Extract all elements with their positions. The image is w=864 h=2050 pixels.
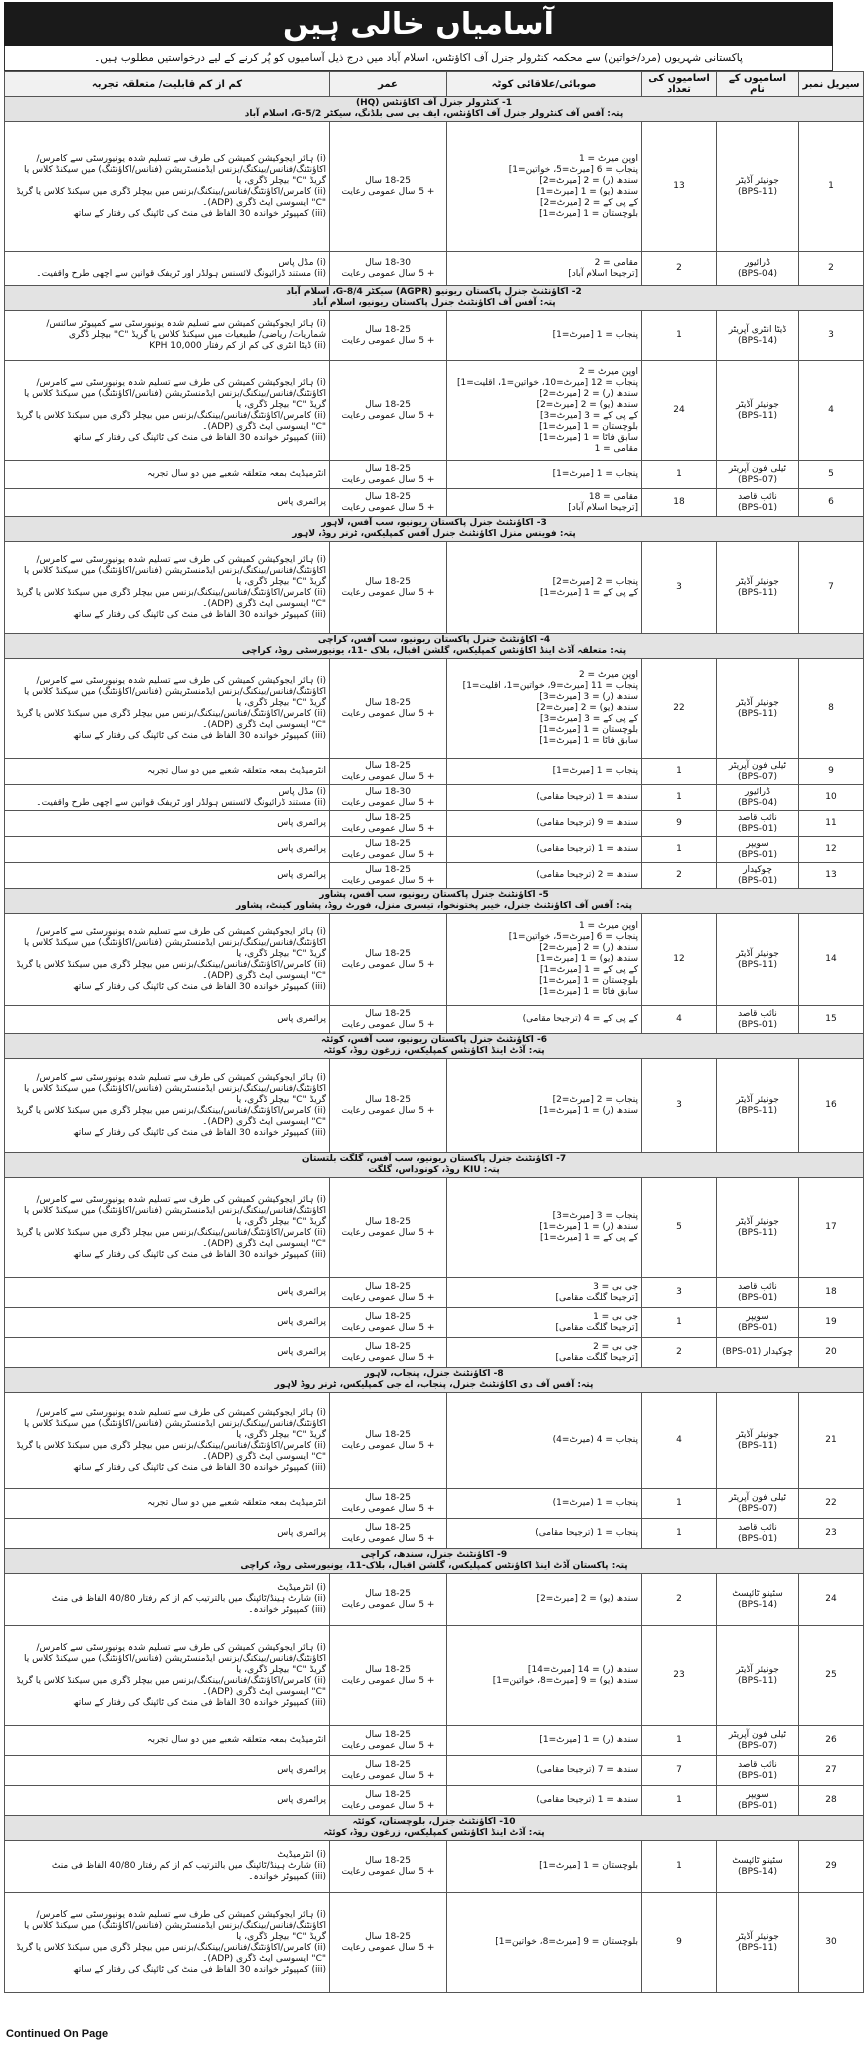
cell-quota: اوپن میرٹ = 1 پنجاب = 6 [میرٹ=5، خواتین=1] سندھ (ر) = 2 [میرٹ=2] سندھ (یو) = 1 [میرٹ=1] کے پی کے = 1 [میرٹ=1] بلوچستان = 1 [میرٹ=1] سابق فاٹا = 1 [میرٹ=1]: [447, 914, 642, 1006]
cell-qualification: (i) ہائر ایجوکیشن کمیشن کی طرف سے تسلیم شدہ یونیورسٹی سے کامرس/اکاؤنٹنگ/فنانس/بینکنگ/بزنس ایڈمنسٹریشن (فنانس/اکاؤنٹنگ) میں سیکنڈ کلاس یا گریڈ "C" بیچلر ڈگری، یا (ii) کامرس/اکاؤنٹنگ/فنانس/بینکنگ/بزنس میں بیچلر ڈگری میں سیکنڈ کلاس یا گریڈ "C" ایسوسی ایٹ ڈگری (ADP)۔ (iii) کمپیوٹر خواندہ 30 الفاظ فی منٹ کی ٹائپنگ کی رفتار کے ساتھ: [5, 659, 330, 759]
cell-serial: 19: [799, 1308, 864, 1338]
cell-qualification: پرائمری پاس: [5, 863, 330, 889]
cell-count: 9: [642, 1893, 717, 1993]
office-section-title: 9- اکاؤنٹنٹ جنرل، سندھ، کراچی پتہ: پاکستان آڈٹ اینڈ اکاؤنٹس کمپلیکس، گلشن اقبال، بلاک-11، یونیورسٹی روڈ، کراچی: [5, 1549, 864, 1574]
cell-serial: 14: [799, 914, 864, 1006]
header-age: عمر: [330, 72, 447, 97]
cell-serial: 3: [799, 311, 864, 361]
cell-qualification: پرائمری پاس: [5, 1006, 330, 1034]
table-row: [5, 489, 864, 517]
table-row: [5, 759, 864, 785]
cell-post-name: سویپر (BPS-01): [717, 1308, 799, 1338]
cell-count: 2: [642, 1574, 717, 1626]
cell-age: 18-25 سال + 5 سال عمومی رعایت: [330, 1489, 447, 1519]
cell-quota: سندھ = 1 (ترجیحا مقامی): [447, 1786, 642, 1816]
cell-qualification: (i) ہائر ایجوکیشن کمیشن کی طرف سے تسلیم شدہ یونیورسٹی سے کامرس/اکاؤنٹنگ/فنانس/بینکنگ/بزنس ایڈمنسٹریشن (فنانس/اکاؤنٹنگ) میں سیکنڈ کلاس یا گریڈ "C" بیچلر ڈگری، یا (ii) کامرس/اکاؤنٹنگ/فنانس/بینکنگ/بزنس میں بیچلر ڈگری میں سیکنڈ کلاس یا گریڈ "C" ایسوسی ایٹ ڈگری (ADP)۔ (iii) کمپیوٹر خواندہ 30 الفاظ فی منٹ کی ٹائپنگ کی رفتار کے ساتھ: [5, 1626, 330, 1726]
cell-count: 1: [642, 1786, 717, 1816]
table-row: [5, 1278, 864, 1308]
table-row: [5, 659, 864, 759]
cell-quota: پنجاب = 4 (میرٹ=4): [447, 1393, 642, 1489]
cell-count: 2: [642, 252, 717, 286]
cell-serial: 28: [799, 1786, 864, 1816]
cell-serial: 1: [799, 122, 864, 252]
office-section-title: 8- اکاؤنٹنٹ جنرل، پنجاب، لاہور پتہ: آفس آف دی اکاؤنٹنٹ جنرل، پنجاب، اے جی کمپلیکس، ٹرنر روڈ لاہور: [5, 1368, 864, 1393]
cell-quota: سندھ = 7 (ترجیحا مقامی): [447, 1756, 642, 1786]
cell-serial: 2: [799, 252, 864, 286]
cell-qualification: پرائمری پاس: [5, 1308, 330, 1338]
advertisement-page: [4, 2, 860, 2050]
table-row: [5, 542, 864, 634]
cell-serial: 13: [799, 863, 864, 889]
cell-qualification: (i) ہائر ایجوکیشن کمیشن سے تسلیم شدہ یونیورسٹی سے کمپیوٹر سائنس/ شماریات/ ریاضی/ طبیعیات میں سیکنڈ کلاس یا گریڈ "C" بیچلر ڈگری (ii) ڈیٹا انٹری کی کم از کم رفتار 10,000 KPH: [5, 311, 330, 361]
cell-qualification: انٹرمیڈیٹ بمعہ متعلقہ شعبے میں دو سال تجربہ: [5, 759, 330, 785]
table-row: [5, 914, 864, 1006]
cell-quota: سندھ = 2 (ترجیحا مقامی): [447, 863, 642, 889]
cell-count: 12: [642, 914, 717, 1006]
cell-quota: جی بی = 3 [ترجیحا گلگت مقامی]: [447, 1278, 642, 1308]
office-section-row: [5, 1153, 864, 1178]
table-row: [5, 1059, 864, 1153]
office-section-row: [5, 1034, 864, 1059]
cell-qualification: (i) مڈل پاس (ii) مستند ڈرائیونگ لائسنس ہولڈر اور ٹریفک قوانین سے اچھی طرح واقفیت۔: [5, 785, 330, 811]
cell-post-name: نائب قاصد (BPS-01): [717, 1006, 799, 1034]
cell-post-name: ڈرائیور (BPS-04): [717, 252, 799, 286]
cell-post-name: نائب قاصد (BPS-01): [717, 1756, 799, 1786]
cell-quota: پنجاب = 1 [میرٹ=1]: [447, 311, 642, 361]
cell-qualification: (i) ہائر ایجوکیشن کمیشن کی طرف سے تسلیم شدہ یونیورسٹی سے کامرس/اکاؤنٹنگ/فنانس/بینکنگ/بزنس ایڈمنسٹریشن (فنانس/اکاؤنٹنگ) میں سیکنڈ کلاس یا گریڈ "C" بیچلر ڈگری، یا (ii) کامرس/اکاؤنٹنگ/فنانس/بینکنگ/بزنس میں بیچلر ڈگری میں سیکنڈ کلاس یا گریڈ "C" ایسوسی ایٹ ڈگری (ADP)۔ (iii) کمپیوٹر خواندہ 30 الفاظ فی منٹ کی ٹائپنگ کی رفتار کے ساتھ: [5, 1393, 330, 1489]
cell-count: 1: [642, 1726, 717, 1756]
cell-serial: 9: [799, 759, 864, 785]
cell-age: 18-25 سال + 5 سال عمومی رعایت: [330, 1338, 447, 1368]
header-qualification: کم از کم قابلیت/ متعلقہ تجربہ: [5, 72, 330, 97]
cell-count: 18: [642, 489, 717, 517]
cell-age: 18-25 سال + 5 سال عمومی رعایت: [330, 759, 447, 785]
table-body: [5, 97, 864, 1993]
cell-post-name: جونیئر آڈیٹر (BPS-11): [717, 1178, 799, 1278]
cell-count: 1: [642, 785, 717, 811]
cell-post-name: نائب قاصد (BPS-01): [717, 1278, 799, 1308]
cell-post-name: جونیئر آڈیٹر (BPS-11): [717, 1893, 799, 1993]
cell-age: 18-25 سال + 5 سال عمومی رعایت: [330, 122, 447, 252]
cell-age: 18-25 سال + 5 سال عمومی رعایت: [330, 837, 447, 863]
cell-qualification: (i) انٹرمیڈیٹ (ii) شارٹ ہینڈ/ٹائپنگ میں بالترتیب کم از کم رفتار 40/80 الفاظ فی منٹ (iii) کمپیوٹر خواندہ۔: [5, 1841, 330, 1893]
cell-post-name: ڈیٹا انٹری آپریٹر (BPS-14): [717, 311, 799, 361]
table-row: [5, 311, 864, 361]
cell-post-name: جونیئر آڈیٹر (BPS-11): [717, 1059, 799, 1153]
cell-age: 18-25 سال + 5 سال عمومی رعایت: [330, 461, 447, 489]
cell-serial: 23: [799, 1519, 864, 1549]
cell-qualification: (i) ہائر ایجوکیشن کمیشن کی طرف سے تسلیم شدہ یونیورسٹی سے کامرس/اکاؤنٹنگ/فنانس/بینکنگ/بزنس ایڈمنسٹریشن (فنانس/اکاؤنٹنگ) میں سیکنڈ کلاس یا گریڈ "C" بیچلر ڈگری، یا (ii) کامرس/اکاؤنٹنگ/فنانس/بینکنگ/بزنس میں بیچلر ڈگری میں سیکنڈ کلاس یا گریڈ "C" ایسوسی ایٹ ڈگری (ADP)۔ (iii) کمپیوٹر خواندہ 30 الفاظ فی منٹ کی ٹائپنگ کی رفتار کے ساتھ: [5, 914, 330, 1006]
cell-serial: 27: [799, 1756, 864, 1786]
header-serial: سیریل نمبر: [799, 72, 864, 97]
cell-serial: 24: [799, 1574, 864, 1626]
cell-count: 1: [642, 311, 717, 361]
cell-quota: پنجاب = 2 [میرٹ=2] کے پی کے = 1 [میرٹ=1]: [447, 542, 642, 634]
cell-count: 3: [642, 1278, 717, 1308]
cell-count: 4: [642, 1006, 717, 1034]
cell-quota: سندھ = 9 (ترجیحا مقامی): [447, 811, 642, 837]
table-row: [5, 1756, 864, 1786]
cell-count: 9: [642, 811, 717, 837]
cell-age: 18-25 سال + 5 سال عمومی رعایت: [330, 1786, 447, 1816]
vacancy-table: [4, 71, 864, 1993]
cell-post-name: سٹینو ٹائپسٹ (BPS-14): [717, 1841, 799, 1893]
banner-title: آسامیاں خالی ہیں: [4, 2, 833, 46]
cell-quota: پنجاب = 2 [میرٹ=2] سندھ (ر) = 1 [میرٹ=1]: [447, 1059, 642, 1153]
cell-count: 23: [642, 1626, 717, 1726]
cell-age: 18-25 سال + 5 سال عمومی رعایت: [330, 659, 447, 759]
office-section-title: 6- اکاؤنٹنٹ جنرل پاکستان ریونیو، سب آفس، کوئٹہ پتہ: آڈٹ اینڈ اکاؤنٹس کمپلیکس، زرغون روڈ، کوئٹہ: [5, 1034, 864, 1059]
cell-serial: 12: [799, 837, 864, 863]
cell-serial: 22: [799, 1489, 864, 1519]
cell-qualification: پرائمری پاس: [5, 1786, 330, 1816]
cell-count: 5: [642, 1178, 717, 1278]
cell-qualification: پرائمری پاس: [5, 1338, 330, 1368]
cell-quota: پنجاب = 1 (میرٹ=1): [447, 1489, 642, 1519]
cell-serial: 16: [799, 1059, 864, 1153]
continued-note: Continued On Page: [6, 2028, 109, 2040]
cell-count: 1: [642, 1489, 717, 1519]
table-row: [5, 1308, 864, 1338]
cell-age: 18-25 سال + 5 سال عمومی رعایت: [330, 914, 447, 1006]
cell-age: 18-25 سال + 5 سال عمومی رعایت: [330, 811, 447, 837]
cell-quota: سندھ = 1 (ترجیحا مقامی): [447, 837, 642, 863]
cell-post-name: جونیئر آڈیٹر (BPS-11): [717, 914, 799, 1006]
cell-post-name: ٹیلی فون آپریٹر (BPS-07): [717, 1726, 799, 1756]
cell-post-name: ڈرائیور (BPS-04): [717, 785, 799, 811]
cell-post-name: نائب قاصد (BPS-01): [717, 489, 799, 517]
cell-quota: اوپن میرٹ = 2 پنجاب = 11 [میرٹ=9، خواتین=1، اقلیت=1] سندھ (ر) = 3 [میرٹ=3] سندھ (یو) = 2 [میرٹ=2] کے پی کے = 3 [میرٹ=3] بلوچستان = 1 [میرٹ=1] سابق فاٹا = 1 [میرٹ=1]: [447, 659, 642, 759]
cell-quota: سندھ = 1 (ترجیحا مقامی): [447, 785, 642, 811]
cell-qualification: (i) ہائر ایجوکیشن کمیشن کی طرف سے تسلیم شدہ یونیورسٹی سے کامرس/اکاؤنٹنگ/فنانس/بینکنگ/بزنس ایڈمنسٹریشن (فنانس/اکاؤنٹنگ) میں سیکنڈ کلاس یا گریڈ "C" بیچلر ڈگری، یا (ii) کامرس/اکاؤنٹنگ/فنانس/بینکنگ/بزنس میں بیچلر ڈگری میں سیکنڈ کلاس یا گریڈ "C" ایسوسی ایٹ ڈگری (ADP)۔ (iii) کمپیوٹر خواندہ 30 الفاظ فی منٹ کی ٹائپنگ کی رفتار کے ساتھ: [5, 1893, 330, 1993]
cell-post-name: چوکیدار (BPS-01): [717, 1338, 799, 1368]
cell-age: 18-25 سال + 5 سال عمومی رعایت: [330, 1006, 447, 1034]
cell-quota: پنجاب = 3 [میرٹ=3] سندھ (ر) = 1 [میرٹ=1] کے پی کے = 1 [میرٹ=1]: [447, 1178, 642, 1278]
table-row: [5, 461, 864, 489]
cell-age: 18-25 سال + 5 سال عمومی رعایت: [330, 1519, 447, 1549]
cell-qualification: (i) ہائر ایجوکیشن کمیشن کی طرف سے تسلیم شدہ یونیورسٹی سے کامرس/اکاؤنٹنگ/فنانس/بینکنگ/بزنس ایڈمنسٹریشن (فنانس/اکاؤنٹنگ) میں سیکنڈ کلاس یا گریڈ "C" بیچلر ڈگری، یا (ii) کامرس/اکاؤنٹنگ/فنانس/بینکنگ/بزنس میں بیچلر ڈگری میں سیکنڈ کلاس یا گریڈ "C" ایسوسی ایٹ ڈگری (ADP)۔ (iii) کمپیوٹر خواندہ 30 الفاظ فی منٹ کی ٹائپنگ کی رفتار کے ساتھ: [5, 361, 330, 461]
cell-serial: 4: [799, 361, 864, 461]
table-row: [5, 1726, 864, 1756]
office-section-row: [5, 634, 864, 659]
office-section-title: 7- اکاؤنٹنٹ جنرل پاکستان ریونیو، سب آفس، گلگت بلتستان پتہ: KIU روڈ، کونوداس، گلگت: [5, 1153, 864, 1178]
cell-count: 1: [642, 1308, 717, 1338]
cell-qualification: (i) ہائر ایجوکیشن کمیشن کی طرف سے تسلیم شدہ یونیورسٹی سے کامرس/اکاؤنٹنگ/فنانس/بینکنگ/بزنس ایڈمنسٹریشن (فنانس/اکاؤنٹنگ) میں سیکنڈ کلاس یا گریڈ "C" بیچلر ڈگری، یا (ii) کامرس/اکاؤنٹنگ/فنانس/بینکنگ/بزنس میں بیچلر ڈگری میں سیکنڈ کلاس یا گریڈ "C" ایسوسی ایٹ ڈگری (ADP)۔ (iii) کمپیوٹر خواندہ 30 الفاظ فی منٹ کی ٹائپنگ کی رفتار کے ساتھ: [5, 1059, 330, 1153]
cell-age: 18-25 سال + 5 سال عمومی رعایت: [330, 311, 447, 361]
table-row: [5, 1178, 864, 1278]
table-row: [5, 1006, 864, 1034]
table-row: [5, 1338, 864, 1368]
cell-post-name: جونیئر آڈیٹر (BPS-11): [717, 1626, 799, 1726]
cell-qualification: پرائمری پاس: [5, 1756, 330, 1786]
cell-serial: 21: [799, 1393, 864, 1489]
cell-serial: 20: [799, 1338, 864, 1368]
table-row: [5, 1489, 864, 1519]
table-row: [5, 785, 864, 811]
cell-qualification: پرائمری پاس: [5, 489, 330, 517]
cell-post-name: نائب قاصد (BPS-01): [717, 811, 799, 837]
office-section-title: 2- اکاؤنٹنٹ جنرل پاکستان ریونیو (AGPR) سیکٹر G-8/4، اسلام آباد پتہ: آفس آف اکاؤنٹنٹ جنرل پاکستان ریونیو، اسلام آباد: [5, 286, 864, 311]
cell-serial: 15: [799, 1006, 864, 1034]
cell-post-name: سویپر (BPS-01): [717, 837, 799, 863]
cell-age: 18-25 سال + 5 سال عمومی رعایت: [330, 361, 447, 461]
cell-qualification: (i) ہائر ایجوکیشن کمیشن کی طرف سے تسلیم شدہ یونیورسٹی سے کامرس/اکاؤنٹنگ/فنانس/بینکنگ/بزنس ایڈمنسٹریشن (فنانس/اکاؤنٹنگ) میں سیکنڈ کلاس یا گریڈ "C" بیچلر ڈگری، یا (ii) کامرس/اکاؤنٹنگ/فنانس/بینکنگ/بزنس میں بیچلر ڈگری میں سیکنڈ کلاس یا گریڈ "C" ایسوسی ایٹ ڈگری (ADP)۔ (iii) کمپیوٹر خواندہ 30 الفاظ فی منٹ کی ٹائپنگ کی رفتار کے ساتھ: [5, 122, 330, 252]
cell-count: 1: [642, 1519, 717, 1549]
cell-serial: 6: [799, 489, 864, 517]
intro-text: پاکستانی شہریوں (مرد/خواتین) سے محکمہ کنٹرولر جنرل آف اکاؤنٹس، اسلام آباد میں درج ذیل آسامیوں کو پُر کرنے کے لیے درخواستیں مطلوب ہیں۔: [4, 46, 833, 71]
office-section-title: 4- اکاؤنٹنٹ جنرل پاکستان ریونیو، سب آفس، کراچی پتہ: متعلقہ آڈٹ اینڈ اکاؤنٹس کمپلیکس، گلشن اقبال، بلاک -11، یونیورسٹی روڈ، کراچی: [5, 634, 864, 659]
office-section-row: [5, 1549, 864, 1574]
cell-qualification: انٹرمیڈیٹ بمعہ متعلقہ شعبے میں دو سال تجربہ: [5, 1489, 330, 1519]
cell-age: 18-25 سال + 5 سال عمومی رعایت: [330, 863, 447, 889]
cell-serial: 8: [799, 659, 864, 759]
table-row: [5, 1893, 864, 1993]
cell-count: 13: [642, 122, 717, 252]
cell-serial: 17: [799, 1178, 864, 1278]
cell-qualification: (i) انٹرمیڈیٹ (ii) شارٹ ہینڈ/ٹائپنگ میں بالترتیب کم از کم رفتار 40/80 الفاظ فی منٹ (iii) کمپیوٹر خواندہ۔: [5, 1574, 330, 1626]
cell-count: 3: [642, 542, 717, 634]
cell-age: 18-25 سال + 5 سال عمومی رعایت: [330, 1726, 447, 1756]
cell-age: 18-25 سال + 5 سال عمومی رعایت: [330, 1841, 447, 1893]
table-row: [5, 122, 864, 252]
cell-qualification: (i) ہائر ایجوکیشن کمیشن کی طرف سے تسلیم شدہ یونیورسٹی سے کامرس/اکاؤنٹنگ/فنانس/بینکنگ/بزنس ایڈمنسٹریشن (فنانس/اکاؤنٹنگ) میں سیکنڈ کلاس یا گریڈ "C" بیچلر ڈگری، یا (ii) کامرس/اکاؤنٹنگ/فنانس/بینکنگ/بزنس میں بیچلر ڈگری میں سیکنڈ کلاس یا گریڈ "C" ایسوسی ایٹ ڈگری (ADP)۔ (iii) کمپیوٹر خواندہ 30 الفاظ فی منٹ کی ٹائپنگ کی رفتار کے ساتھ: [5, 542, 330, 634]
cell-serial: 11: [799, 811, 864, 837]
cell-quota: بلوچستان = 1 [میرٹ=1]: [447, 1841, 642, 1893]
cell-post-name: سٹینو ٹائپسٹ (BPS-14): [717, 1574, 799, 1626]
cell-post-name: جونیئر آڈیٹر (BPS-11): [717, 542, 799, 634]
cell-quota: جی بی = 2 [ترجیحا گلگت مقامی]: [447, 1338, 642, 1368]
cell-age: 18-25 سال + 5 سال عمومی رعایت: [330, 1756, 447, 1786]
cell-post-name: جونیئر آڈیٹر (BPS-11): [717, 122, 799, 252]
office-section-row: [5, 1368, 864, 1393]
cell-qualification: پرائمری پاس: [5, 1519, 330, 1549]
cell-serial: 25: [799, 1626, 864, 1726]
cell-serial: 10: [799, 785, 864, 811]
cell-serial: 18: [799, 1278, 864, 1308]
cell-age: 18-25 سال + 5 سال عمومی رعایت: [330, 1308, 447, 1338]
table-header-row: [5, 72, 864, 97]
cell-quota: کے پی کے = 4 (ترجیحا مقامی): [447, 1006, 642, 1034]
header-post-name: اسامیوں کے نام: [717, 72, 799, 97]
cell-age: 18-25 سال + 5 سال عمومی رعایت: [330, 489, 447, 517]
office-section-row: [5, 286, 864, 311]
cell-serial: 30: [799, 1893, 864, 1993]
cell-quota: پنجاب = 1 (ترجیحا مقامی): [447, 1519, 642, 1549]
cell-post-name: نائب قاصد (BPS-01): [717, 1519, 799, 1549]
cell-qualification: پرائمری پاس: [5, 1278, 330, 1308]
cell-qualification: (i) مڈل پاس (ii) مستند ڈرائیونگ لائسنس ہولڈر اور ٹریفک قوانین سے اچھی طرح واقفیت۔: [5, 252, 330, 286]
table-row: [5, 1393, 864, 1489]
cell-post-name: چوکیدار (BPS-01): [717, 863, 799, 889]
cell-qualification: پرائمری پاس: [5, 811, 330, 837]
cell-post-name: ٹیلی فون آپریٹر (BPS-07): [717, 1489, 799, 1519]
cell-count: 22: [642, 659, 717, 759]
cell-age: 18-30 سال + 5 سال عمومی رعایت: [330, 785, 447, 811]
cell-quota: اوپن میرٹ = 1 پنجاب = 6 [میرٹ=5، خواتین=1] سندھ (ر) = 2 [میرٹ=2] سندھ (یو) = 1 [میرٹ=1] کے پی کے = 2 [میرٹ=2] بلوچستان = 1 [میرٹ=1]: [447, 122, 642, 252]
cell-qualification: انٹرمیڈیٹ بمعہ متعلقہ شعبے میں دو سال تجربہ: [5, 461, 330, 489]
office-section-row: [5, 1816, 864, 1841]
cell-quota: جی بی = 1 [ترجیحا گلگت مقامی]: [447, 1308, 642, 1338]
cell-age: 18-30 سال + 5 سال عمومی رعایت: [330, 252, 447, 286]
cell-age: 18-25 سال + 5 سال عمومی رعایت: [330, 1393, 447, 1489]
cell-age: 18-25 سال + 5 سال عمومی رعایت: [330, 1626, 447, 1726]
table-row: [5, 837, 864, 863]
cell-quota: سندھ (ر) = 1 [میرٹ=1]: [447, 1726, 642, 1756]
cell-age: 18-25 سال + 5 سال عمومی رعایت: [330, 1574, 447, 1626]
table-row: [5, 811, 864, 837]
cell-count: 1: [642, 461, 717, 489]
cell-quota: سندھ (یو) = 2 [میرٹ=2]: [447, 1574, 642, 1626]
cell-count: 1: [642, 837, 717, 863]
cell-qualification: انٹرمیڈیٹ بمعہ متعلقہ شعبے میں دو سال تجربہ: [5, 1726, 330, 1756]
office-section-row: [5, 97, 864, 122]
table-row: [5, 1626, 864, 1726]
cell-post-name: ٹیلی فون آپریٹر (BPS-07): [717, 461, 799, 489]
table-row: [5, 1574, 864, 1626]
cell-count: 4: [642, 1393, 717, 1489]
header-count: اسامیوں کی تعداد: [642, 72, 717, 97]
table-row: [5, 1786, 864, 1816]
cell-count: 24: [642, 361, 717, 461]
cell-post-name: جونیئر آڈیٹر (BPS-11): [717, 1393, 799, 1489]
cell-qualification: (i) ہائر ایجوکیشن کمیشن کی طرف سے تسلیم شدہ یونیورسٹی سے کامرس/اکاؤنٹنگ/فنانس/بینکنگ/بزنس ایڈمنسٹریشن (فنانس/اکاؤنٹنگ) میں سیکنڈ کلاس یا گریڈ "C" بیچلر ڈگری، یا (ii) کامرس/اکاؤنٹنگ/فنانس/بینکنگ/بزنس میں بیچلر ڈگری میں سیکنڈ کلاس یا گریڈ "C" ایسوسی ایٹ ڈگری (ADP)۔ (iii) کمپیوٹر خواندہ 30 الفاظ فی منٹ کی ٹائپنگ کی رفتار کے ساتھ: [5, 1178, 330, 1278]
header-quota: صوبائی/علاقائی کوٹہ: [447, 72, 642, 97]
office-section-title: 5- اکاؤنٹنٹ جنرل پاکستان ریونیو، سب آفس، پشاور پتہ: آفس آف اکاؤنٹنٹ جنرل، خیبر پختونخوا، تیسری منزل، فورٹ روڈ، پشاور کینٹ، پشاور: [5, 889, 864, 914]
table-row: [5, 1519, 864, 1549]
table-row: [5, 252, 864, 286]
cell-count: 2: [642, 863, 717, 889]
cell-quota: اوپن میرٹ = 2 پنجاب = 12 [میرٹ=10، خواتین=1، اقلیت=1] سندھ (ر) = 2 [میرٹ=2] سندھ (یو) = 2 [میرٹ=2] کے پی کے = 3 [میرٹ=3] بلوچستان = 1 [میرٹ=1] سابق فاٹا = 1 [میرٹ=1] مقامی = 1: [447, 361, 642, 461]
office-section-title: 10- اکاؤنٹنٹ جنرل، بلوچستان، کوئٹہ پتہ: آڈٹ اینڈ اکاؤنٹس کمپلیکس، زرغون روڈ، کوئٹہ: [5, 1816, 864, 1841]
cell-count: 3: [642, 1059, 717, 1153]
cell-quota: مقامی = 2 [ترجیحا اسلام آباد]: [447, 252, 642, 286]
cell-quota: پنجاب = 1 [میرٹ=1]: [447, 461, 642, 489]
cell-serial: 7: [799, 542, 864, 634]
office-section-row: [5, 517, 864, 542]
cell-qualification: پرائمری پاس: [5, 837, 330, 863]
cell-age: 18-25 سال + 5 سال عمومی رعایت: [330, 1278, 447, 1308]
cell-quota: بلوچستان = 9 [میرٹ=8، خواتین=1]: [447, 1893, 642, 1993]
table-row: [5, 1841, 864, 1893]
cell-post-name: جونیئر آڈیٹر (BPS-11): [717, 361, 799, 461]
cell-count: 1: [642, 1841, 717, 1893]
cell-age: 18-25 سال + 5 سال عمومی رعایت: [330, 542, 447, 634]
cell-quota: سندھ (ر) = 14 [میرٹ=14] سندھ (یو) = 9 [میرٹ=8، خواتین=1]: [447, 1626, 642, 1726]
cell-count: 7: [642, 1756, 717, 1786]
cell-quota: مقامی = 18 [ترجیحا اسلام آباد]: [447, 489, 642, 517]
cell-serial: 26: [799, 1726, 864, 1756]
cell-quota: پنجاب = 1 [میرٹ=1]: [447, 759, 642, 785]
cell-post-name: سویپر (BPS-01): [717, 1786, 799, 1816]
cell-count: 2: [642, 1338, 717, 1368]
table-row: [5, 361, 864, 461]
cell-post-name: جونیئر آڈیٹر (BPS-11): [717, 659, 799, 759]
cell-age: 18-25 سال + 5 سال عمومی رعایت: [330, 1059, 447, 1153]
cell-count: 1: [642, 759, 717, 785]
office-section-title: 1- کنٹرولر جنرل آف اکاؤنٹس (HQ) پتہ: آفس آف کنٹرولر جنرل آف اکاؤنٹس، ایف بی سی بلڈنگ، سیکٹر G-5/2، اسلام آباد: [5, 97, 864, 122]
cell-serial: 29: [799, 1841, 864, 1893]
table-row: [5, 863, 864, 889]
cell-age: 18-25 سال + 5 سال عمومی رعایت: [330, 1893, 447, 1993]
cell-age: 18-25 سال + 5 سال عمومی رعایت: [330, 1178, 447, 1278]
office-section-row: [5, 889, 864, 914]
office-section-title: 3- اکاؤنٹنٹ جنرل پاکستان ریونیو، سب آفس، لاہور پتہ: فوینس منزل اکاؤنٹنٹ جنرل آفس کمپلیکس، ٹرنر روڈ، لاہور: [5, 517, 864, 542]
cell-serial: 5: [799, 461, 864, 489]
cell-post-name: ٹیلی فون آپریٹر (BPS-07): [717, 759, 799, 785]
